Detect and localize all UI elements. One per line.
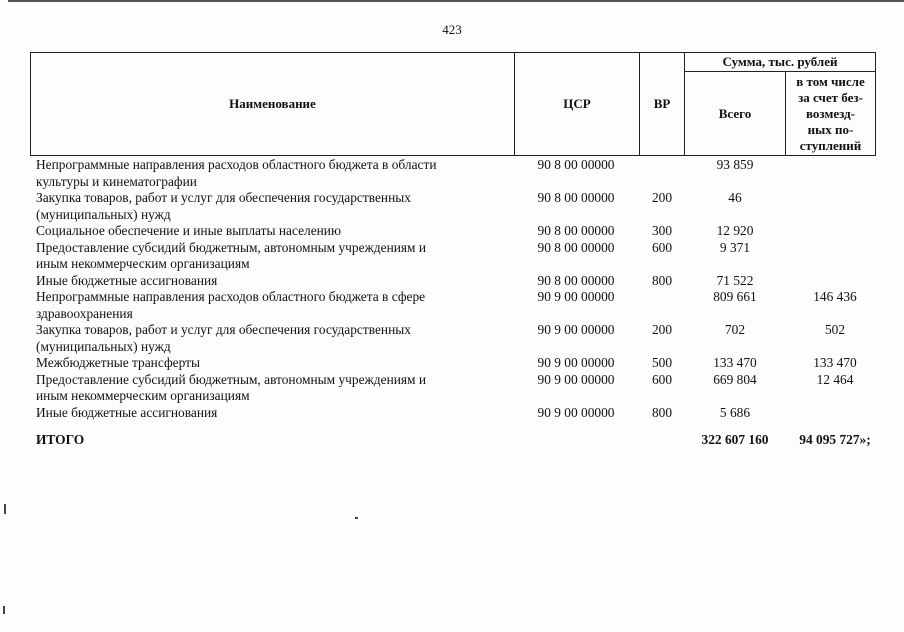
table-row	[30, 223, 876, 240]
table-row	[30, 289, 876, 322]
table-row	[30, 355, 876, 372]
row-vr: 600	[651, 371, 673, 387]
header-total: Всего	[684, 71, 786, 156]
row-total: 46	[728, 190, 742, 205]
row-total: 71 522	[716, 272, 754, 288]
total-free: 94 095 727»;	[799, 432, 871, 447]
header-csr: ЦСР	[514, 52, 640, 156]
row-total: 9 371	[719, 239, 751, 255]
header-free	[785, 71, 876, 156]
top-rule	[8, 0, 904, 2]
row-total: 5 686	[719, 404, 751, 420]
scan-speck	[4, 504, 6, 514]
row-name	[36, 355, 514, 372]
table-body	[30, 157, 876, 421]
row-name-line: Иные бюджетные ассигнования	[36, 404, 218, 420]
row-csr: 90 8 00 00000	[537, 239, 615, 255]
row-csr: 90 9 00 00000	[537, 404, 615, 420]
row-name	[36, 273, 514, 290]
row-csr: 90 9 00 00000	[537, 371, 615, 387]
row-csr: 90 8 00 00000	[537, 190, 615, 205]
row-name-line: (муниципальных) нужд	[36, 338, 171, 354]
row-name	[36, 157, 514, 190]
scan-speck	[3, 606, 5, 614]
row-csr: 90 9 00 00000	[537, 355, 615, 370]
row-csr: 90 8 00 00000	[537, 157, 615, 172]
header-free-line: за счет без-	[798, 89, 863, 105]
table-row	[30, 190, 876, 223]
row-name	[36, 223, 514, 240]
row-total: 133 470	[713, 355, 757, 370]
row-name	[36, 405, 514, 422]
row-free: 12 464	[816, 371, 854, 387]
scan-speck	[355, 517, 358, 519]
row-total: 12 920	[716, 223, 754, 238]
row-name	[36, 322, 514, 355]
table-row	[30, 405, 876, 422]
row-name-line: здравоохранения	[36, 305, 133, 321]
total-sum: 322 607 160	[701, 432, 769, 447]
row-total: 809 661	[713, 289, 757, 304]
row-name-line: культуры и кинематографии	[36, 173, 197, 189]
row-name-line: Предоставление субсидий бюджетным, автономным учреждениям и	[36, 371, 427, 387]
row-vr: 200	[651, 190, 673, 205]
row-name-line: Закупка товаров, работ и услуг для обеспечения государственных	[36, 322, 411, 337]
row-name	[36, 289, 514, 322]
row-vr: 800	[651, 272, 673, 288]
row-vr: 300	[651, 223, 673, 238]
row-name-line: иным некоммерческим организациям	[36, 256, 250, 271]
row-vr: 500	[651, 355, 673, 370]
row-vr: 200	[651, 322, 673, 337]
row-vr: 800	[651, 404, 673, 420]
row-vr: 600	[651, 239, 673, 255]
row-csr: 90 9 00 00000	[537, 289, 615, 304]
row-name-line: Социальное обеспечение и иные выплаты населению	[36, 223, 341, 238]
row-csr: 90 8 00 00000	[537, 223, 615, 238]
table-row	[30, 157, 876, 190]
row-name-line: Непрограммные направления расходов областного бюджета в области	[36, 157, 437, 172]
total-label: ИТОГО	[36, 432, 85, 447]
row-free: 133 470	[813, 355, 857, 370]
header-free-line: ных по-	[807, 121, 854, 137]
row-csr: 90 9 00 00000	[537, 322, 615, 337]
row-free: 502	[824, 322, 846, 337]
row-total: 93 859	[716, 157, 754, 172]
page-number: 423	[442, 22, 462, 37]
row-total: 669 804	[713, 371, 757, 387]
table-row	[30, 372, 876, 405]
row-name-line: Непрограммные направления расходов областного бюджета в сфере	[36, 289, 426, 304]
header-sum-group: Сумма, тыс. рублей	[684, 52, 876, 72]
table-header	[30, 52, 876, 156]
table-row	[30, 322, 876, 355]
table-row	[30, 240, 876, 273]
row-csr: 90 8 00 00000	[537, 272, 615, 288]
row-name	[36, 240, 514, 273]
row-name-line: Закупка товаров, работ и услуг для обеспечения государственных	[36, 190, 411, 205]
row-name	[36, 372, 514, 405]
table-row	[30, 273, 876, 290]
header-free-line: в том числе	[796, 73, 865, 89]
row-free: 146 436	[813, 289, 857, 304]
row-name-line: иным некоммерческим организациям	[36, 388, 250, 403]
row-name	[36, 190, 514, 223]
row-name-line: (муниципальных) нужд	[36, 206, 171, 222]
header-free-line: возмезд-	[806, 105, 855, 121]
row-total: 702	[724, 322, 746, 337]
row-name-line: Иные бюджетные ассигнования	[36, 272, 218, 288]
row-name-line: Предоставление субсидий бюджетным, автономным учреждениям и	[36, 239, 427, 255]
row-name-line: Межбюджетные трансферты	[36, 355, 200, 370]
header-vr: ВР	[639, 52, 685, 156]
header-name: Наименование	[30, 52, 515, 156]
header-free-line: ступлений	[799, 137, 862, 153]
